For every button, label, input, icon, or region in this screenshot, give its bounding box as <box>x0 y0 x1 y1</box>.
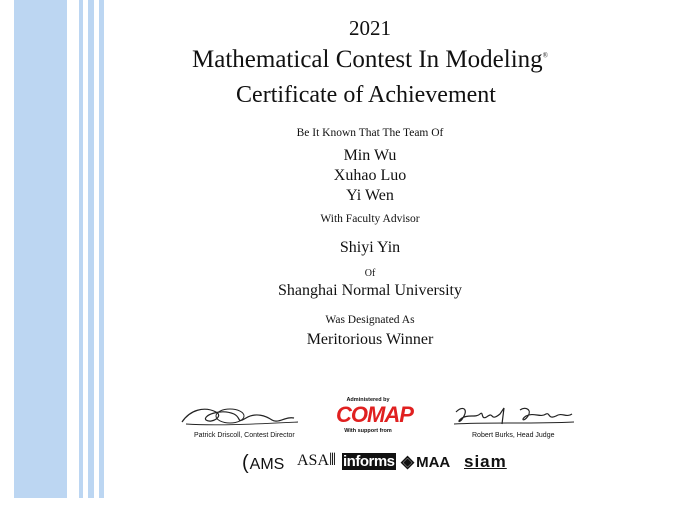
ams-logo-text: AMS <box>249 456 285 473</box>
team-member: Yi Wen <box>346 187 394 204</box>
advisor-name: Shiyi Yin <box>339 239 401 256</box>
comap-block <box>336 397 413 434</box>
informs-logo <box>342 453 396 470</box>
contest-title <box>172 46 568 74</box>
comap-logo: COMAP <box>336 402 413 427</box>
institution-name: Shanghai Normal University <box>278 282 462 299</box>
designation-intro: Was Designated As <box>325 314 415 326</box>
informs-logo-text: informs <box>343 453 395 470</box>
advisor-intro: With Faculty Advisor <box>320 213 420 225</box>
certificate-year: 2021 <box>349 16 391 40</box>
ams-logo <box>242 452 284 475</box>
head-judge-signature <box>450 402 578 430</box>
of-label: Of <box>364 268 376 279</box>
decorative-stripe <box>79 0 83 498</box>
asa-logo-text: ASA <box>297 452 330 469</box>
director-caption: Patrick Driscoll, Contest Director <box>194 432 295 439</box>
contest-name: Mathematical Contest In Modeling <box>192 46 543 73</box>
certificate-title: Certificate of Achievement <box>236 82 496 108</box>
team-member: Min Wu <box>343 147 397 164</box>
asa-bars-icon: ⦀ <box>329 452 337 469</box>
support-label: With support from <box>344 428 392 434</box>
team-member: Xuhao Luo <box>333 167 407 184</box>
decorative-stripe <box>99 0 104 498</box>
decorative-stripe-wide <box>14 0 67 498</box>
team-intro: Be It Known That The Team Of <box>296 127 444 139</box>
maa-logo <box>401 452 450 472</box>
maa-logo-text: MAA <box>416 454 451 471</box>
director-signature <box>176 402 304 430</box>
siam-logo: siam <box>464 452 507 471</box>
ams-swirl-icon: ( <box>242 452 249 474</box>
designation: Meritorious Winner <box>306 331 434 348</box>
decorative-stripe <box>88 0 94 498</box>
maa-emblem-icon: ◈ <box>401 452 415 471</box>
head-judge-caption: Robert Burks, Head Judge <box>472 432 555 439</box>
asa-logo <box>297 452 336 470</box>
administered-by-label: Administered by <box>346 397 390 403</box>
registered-mark: ® <box>542 51 548 60</box>
